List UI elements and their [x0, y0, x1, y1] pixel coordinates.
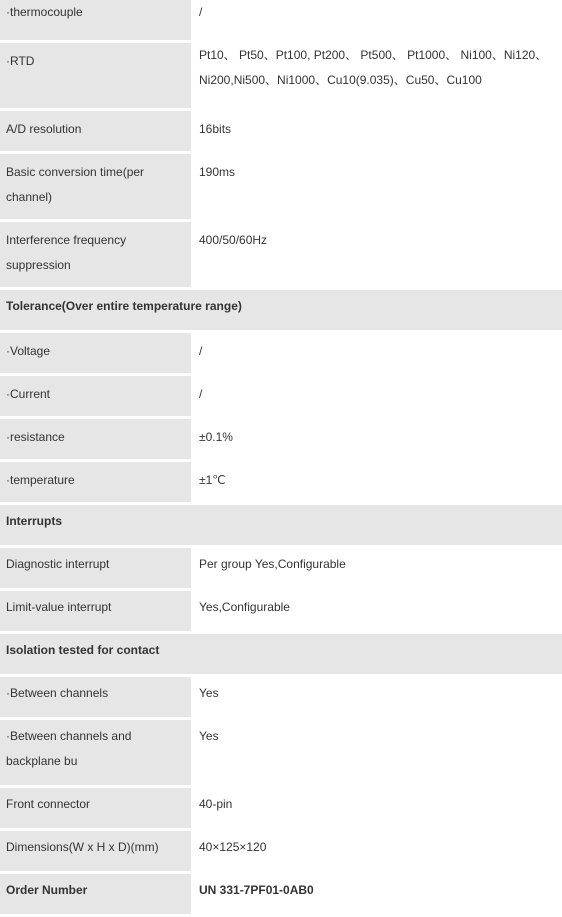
spec-label: ·Voltage [0, 333, 191, 376]
spec-value: ±0.1% [191, 419, 562, 462]
spec-label: ·Between channels and backplane bu [0, 720, 191, 788]
spec-value: / [191, 0, 562, 43]
spec-value: Yes,Configurable [191, 591, 562, 634]
section-heading: Tolerance(Over entire temperature range) [0, 290, 562, 333]
spec-section-isolation [0, 634, 562, 677]
spec-value: Yes [191, 720, 562, 788]
spec-label: ·thermocouple [0, 0, 191, 43]
spec-row-rtd [0, 43, 562, 111]
section-heading: Interrupts [0, 505, 562, 548]
spec-value: Pt10、 Pt50、Pt100, Pt200、 Pt500、 Pt1000、 Ni100、Ni120、Ni200,Ni500、Ni1000、Cu10(9.035)、Cu50、Cu100 [191, 43, 562, 111]
spec-value: / [191, 376, 562, 419]
spec-label: Diagnostic interrupt [0, 548, 191, 591]
spec-row-temperature [0, 462, 562, 505]
spec-row-dimensions [0, 831, 562, 874]
spec-row-voltage [0, 333, 562, 376]
spec-row-current [0, 376, 562, 419]
spec-row-ad-resolution [0, 111, 562, 154]
spec-section-tolerance [0, 290, 562, 333]
spec-row-limit-interrupt [0, 591, 562, 634]
spec-row-front-connector [0, 788, 562, 831]
spec-label: A/D resolution [0, 111, 191, 154]
spec-value: 190ms [191, 154, 562, 222]
spec-label: Basic conversion time(per channel) [0, 154, 191, 222]
spec-label: Front connector [0, 788, 191, 831]
spec-value: 40×125×120 [191, 831, 562, 874]
spec-label: Interference frequency suppression [0, 222, 191, 290]
spec-row-thermocouple [0, 0, 562, 43]
spec-row-order-number [0, 874, 562, 917]
spec-row-between-channels-backplane [0, 720, 562, 788]
spec-label: ·Current [0, 376, 191, 419]
order-number-value: UN 331-7PF01-0AB0 [191, 874, 562, 917]
spec-value: 16bits [191, 111, 562, 154]
spec-row-resistance [0, 419, 562, 462]
spec-value: ±1℃ [191, 462, 562, 505]
spec-row-diagnostic-interrupt [0, 548, 562, 591]
spec-value: Per group Yes,Configurable [191, 548, 562, 591]
spec-row-conversion-time [0, 154, 562, 222]
spec-value: 40-pin [191, 788, 562, 831]
spec-row-between-channels [0, 677, 562, 720]
spec-row-interference [0, 222, 562, 290]
spec-label: ·resistance [0, 419, 191, 462]
spec-label: ·temperature [0, 462, 191, 505]
spec-label: ·RTD [0, 43, 191, 111]
spec-value: 400/50/60Hz [191, 222, 562, 290]
spec-value: / [191, 333, 562, 376]
spec-label: ·Between channels [0, 677, 191, 720]
spec-label: Dimensions(W x H x D)(mm) [0, 831, 191, 874]
spec-label: Order Number [0, 874, 191, 917]
section-heading: Isolation tested for contact [0, 634, 562, 677]
spec-value: Yes [191, 677, 562, 720]
spec-section-interrupts [0, 505, 562, 548]
spec-label: Limit-value interrupt [0, 591, 191, 634]
